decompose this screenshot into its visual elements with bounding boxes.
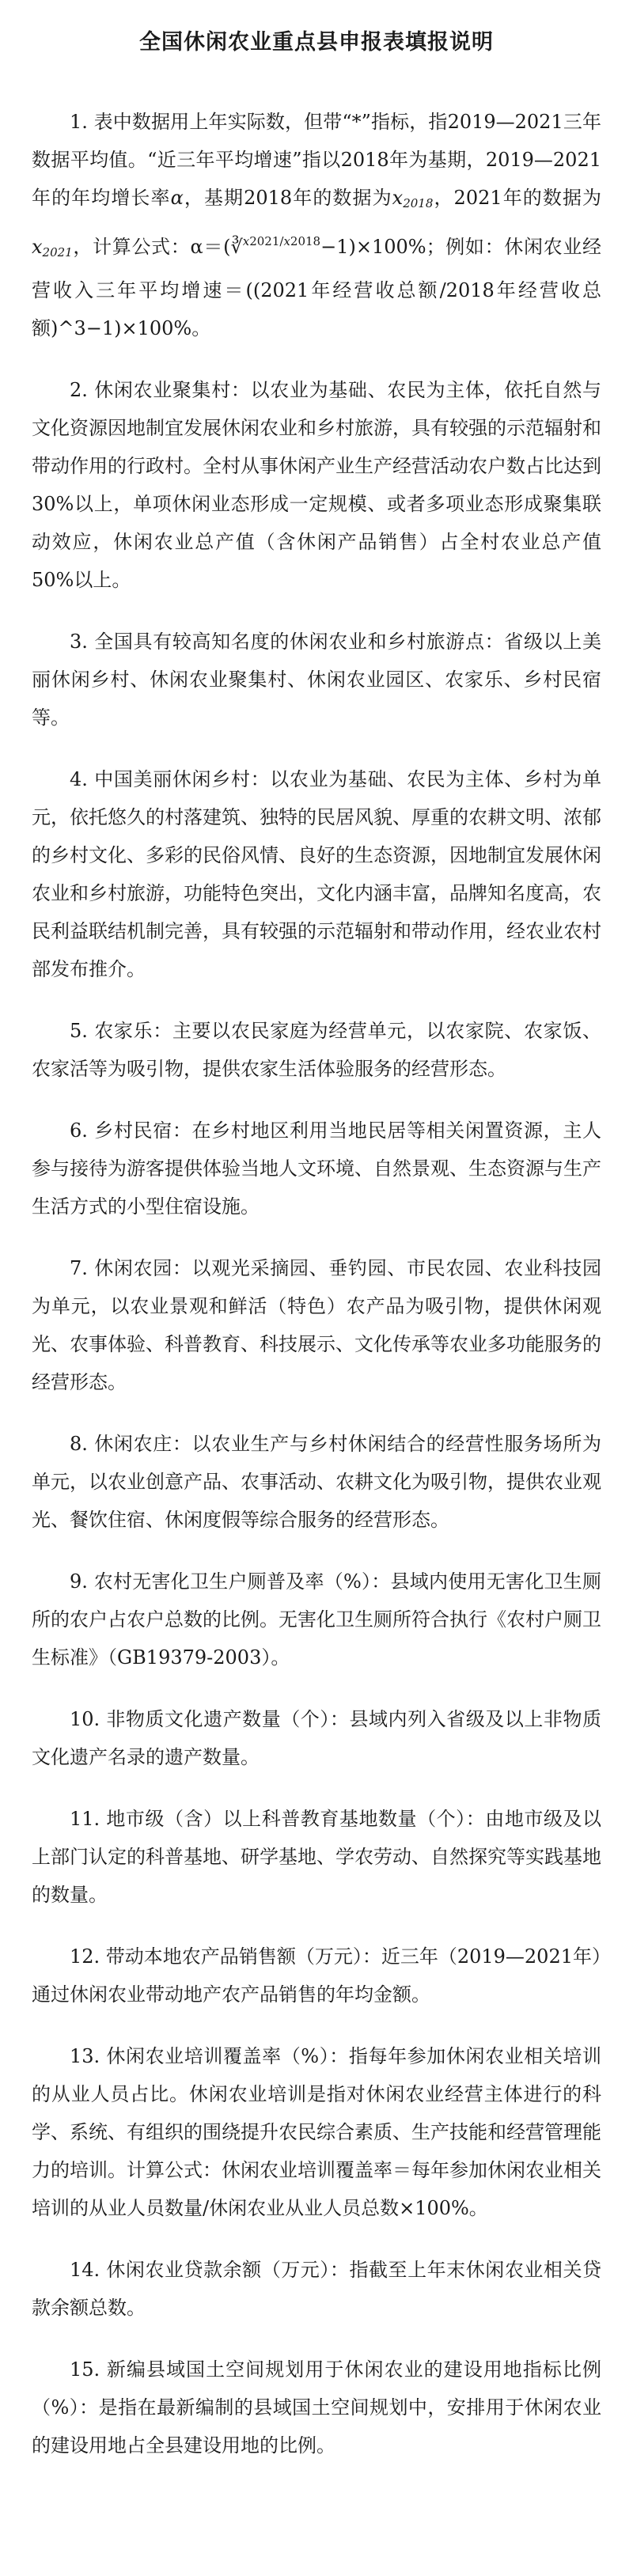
item-8: 8. 休闲农庄：以农业生产与乡村休闲结合的经营性服务场所为单元，以农业创意产品、农事活动、农耕文化为吸引物，提供农业观光、餐饮住宿、休闲度假等综合服务的经营形态。 [32, 1433, 601, 1531]
item-15: 15. 新编县域国土空间规划用于休闲农业的建设用地指标比例（%）：是指在最新编制的县域国土空间规划中，安排用于休闲农业的建设用地占全县建设用地的比例。 [32, 2358, 601, 2457]
item-2: 2. 休闲农业聚集村：以农业为基础、农民为主体，依托自然与文化资源因地制宜发展休闲农业和乡村旅游，具有较强的示范辐射和带动作用的行政村。全村从事休闲产业生产经营活动农户数占比达到30%以上，单项休闲业态形成一定规模、或者多项业态形成聚集联动效应，休闲农业总产值（含休闲产品销售）占全村农业总产值50%以上。 [32, 379, 601, 591]
formula-prefix: α＝( [190, 236, 231, 258]
item-9: 9. 农村无害化卫生户厕普及率（%）：县域内使用无害化卫生厕所的农户占农户总数的比例。无害化卫生厕所符合执行《农村户厕卫生标准》（GB19379-2003）。 [32, 1570, 601, 1669]
subscript-2018: 2018 [403, 196, 434, 210]
alpha-symbol: α [170, 187, 184, 209]
subscript-2021: 2021 [42, 245, 73, 259]
x-symbol-2: x [32, 236, 43, 258]
formula-suffix: −1)×100%；例如：休闲农业经营收入三年平均增速＝((2021年经营收总额/2018年经营收总额)^3−1)×100%。 [32, 236, 602, 339]
item-1 [32, 103, 601, 347]
item-4: 4. 中国美丽休闲乡村：以农业为基础、农民为主体、乡村为单元，依托悠久的村落建筑、独特的民居风貌、厚重的农耕文明、浓郁的乡村文化、多彩的民俗风情、良好的生态资源，因地制宜发展休闲农业和乡村旅游，功能特色突出，文化内涵丰富，品牌知名度高，农民利益联结机制完善，具有较强的示范辐射和带动作用，经农业农村部发布推介。 [32, 768, 601, 980]
item-6: 6. 乡村民宿：在乡村地区利用当地民居等相关闲置资源，主人参与接待为游客提供体验当地人文环境、自然景观、生态资源与生产生活方式的小型住宿设施。 [32, 1119, 601, 1218]
document-title: 全国休闲农业重点县申报表填报说明 [139, 30, 494, 55]
item-1-text-c: ，2021年的数据为 [433, 187, 602, 209]
fraction-sub-2021: 2021 [249, 234, 280, 248]
x-symbol-3: x [242, 234, 250, 248]
item-1-text-d: ，计算公式： [72, 236, 191, 258]
fraction-sub-2018: 2018 [290, 234, 321, 248]
x-symbol-4: x [283, 234, 290, 248]
item-11: 11. 地市级（含）以上科普教育基地数量（个）：由地市级及以上部门认定的科普基地、研学基地、学农劳动、自然探究等实践基地的数量。 [32, 1808, 601, 1906]
item-10: 10. 非物质文化遗产数量（个）：县域内列入省级及以上非物质文化遗产名录的遗产数量。 [32, 1708, 601, 1768]
item-14: 14. 休闲农业贷款余额（万元）：指截至上年末休闲农业相关贷款余额总数。 [32, 2259, 601, 2319]
item-13: 13. 休闲农业培训覆盖率（%）：指每年参加休闲农业相关培训的从业人员占比。休闲农业培训是指对休闲农业经营主体进行的科学、系统、有组织的围绕提升农民综合素质、生产技能和经营管理能力的培训。计算公式：休闲农业培训覆盖率＝每年参加休闲农业相关培训的从业人员数量/休闲农业从业人员总数×100%。 [32, 2045, 601, 2219]
item-3: 3. 全国具有较高知名度的休闲农业和乡村旅游点：省级以上美丽休闲乡村、休闲农业聚集村、休闲农业园区、农家乐、乡村民宿等。 [32, 631, 601, 729]
item-12: 12. 带动本地农产品销售额（万元）：近三年（2019—2021年）通过休闲农业带动地产农产品销售的年均金额。 [32, 1945, 601, 2006]
item-5: 5. 农家乐：主要以农民家庭为经营单元，以农家院、农家饭、农家活等为吸引物，提供农家生活体验服务的经营形态。 [32, 1020, 601, 1080]
item-1-text-b: ，基期2018年的数据为 [183, 187, 392, 209]
formula-fraction: x2021/x2018 [242, 234, 321, 248]
cube-root-symbol: ∛ [230, 236, 243, 258]
item-7: 7. 休闲农园：以观光采摘园、垂钓园、市民农园、农业科技园为单元，以农业景观和鲜活（特色）农产品为吸引物，提供休闲观光、农事体验、科普教育、科技展示、文化传承等农业多功能服务的经营形态。 [32, 1257, 601, 1393]
x-symbol: x [392, 187, 404, 209]
item-1-text-a: 1. 表中数据用上年实际数，但带“*”指标，指2019—2021三年数据平均值。“近三年平均增速”指以2018年为基期，2019—2021年的年均增长率 [32, 111, 601, 209]
